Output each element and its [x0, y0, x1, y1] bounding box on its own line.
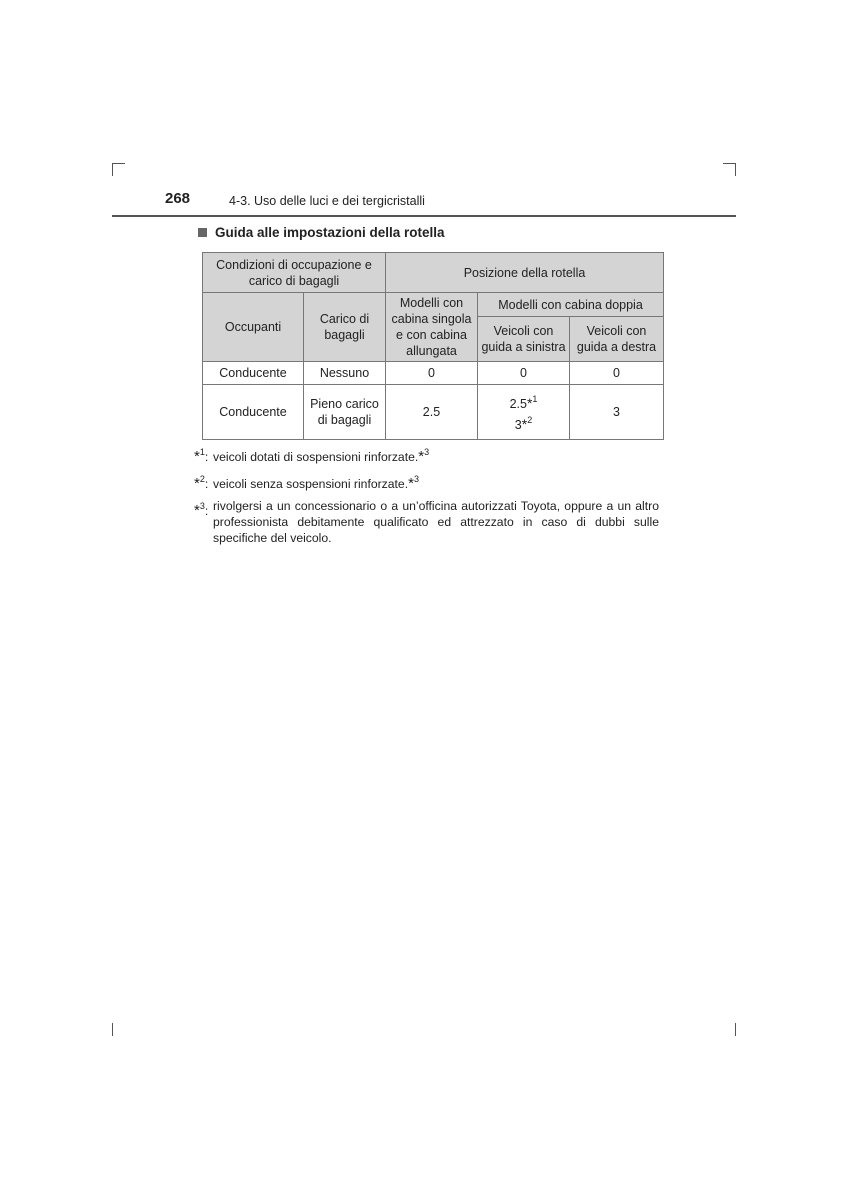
wheel-settings-table: [202, 252, 664, 440]
header-single-cab: Modelli con cabina singola e con cabina allungata: [386, 293, 478, 362]
crop-mark-top-left-v: [112, 163, 113, 176]
crop-mark-top-left-h: [112, 163, 125, 164]
footnote-2-text: veicoli senza sospensioni rinforzate.: [213, 477, 409, 491]
square-bullet-icon: [198, 228, 207, 237]
header-position: Posizione della rotella: [386, 253, 664, 293]
crop-mark-bottom-left-v: [112, 1023, 113, 1036]
footnote-3-text: rivolgersi a un concessionario o a un’officina autorizzati Toyota, oppure a un altro professionista debitamente qualificato ed attrezzato in caso di dubbi sulle specifiche del veicolo.: [213, 499, 659, 545]
crop-mark-top-right-v: [735, 163, 736, 176]
cell-single: 2.5: [386, 385, 478, 440]
cell-lhd-value-b: 3*$^2$: [514, 415, 533, 432]
header-conditions: Condizioni di occupazione e carico di bagagli: [203, 253, 386, 293]
cell-single: 0: [386, 362, 478, 385]
heading-text: Guida alle impostazioni della rotella: [215, 225, 445, 240]
page-number: 268: [165, 190, 191, 207]
cell-luggage: Nessuno: [304, 362, 386, 385]
header-rule: [112, 215, 736, 217]
cell-rhd: 3: [570, 385, 664, 440]
footnote-2: *$^2$: veicoli senza sospensioni rinforzate.*$^3$: [194, 474, 419, 492]
section-title: 4-3. Uso delle luci e dei tergicristalli: [229, 194, 425, 208]
heading: [198, 225, 445, 240]
crop-mark-bottom-right-v: [735, 1023, 736, 1036]
cell-lhd: 0: [478, 362, 570, 385]
header-luggage: Carico di bagagli: [304, 293, 386, 362]
cell-occupants: Conducente: [203, 362, 304, 385]
header-double-cab: Modelli con cabina doppia: [478, 293, 664, 317]
cell-lhd: [478, 385, 570, 440]
cell-rhd: 0: [570, 362, 664, 385]
footnote-3: *$^3$: rivolgersi a un concessionario o a un’officina autorizzati Toyota, oppure a un altro professionista debitamente qualificato ed attrezzato in caso di dubbi sulle specifiche del veicolo.: [194, 499, 659, 545]
footnotes: [194, 444, 659, 552]
cell-luggage: Pieno carico di bagagli: [304, 385, 386, 440]
header-occupants: Occupanti: [203, 293, 304, 362]
header-rhd: Veicoli con guida a destra: [570, 317, 664, 362]
footnote-1: *$^1$: veicoli dotati di sospensioni rinforzate.*$^3$: [194, 447, 430, 465]
cell-lhd-value-a: 2.5*$^1$: [509, 394, 538, 411]
footnote-1-text: veicoli dotati di sospensioni rinforzate.: [213, 450, 419, 464]
cell-occupants: Conducente: [203, 385, 304, 440]
header-lhd: Veicoli con guida a sinistra: [478, 317, 570, 362]
